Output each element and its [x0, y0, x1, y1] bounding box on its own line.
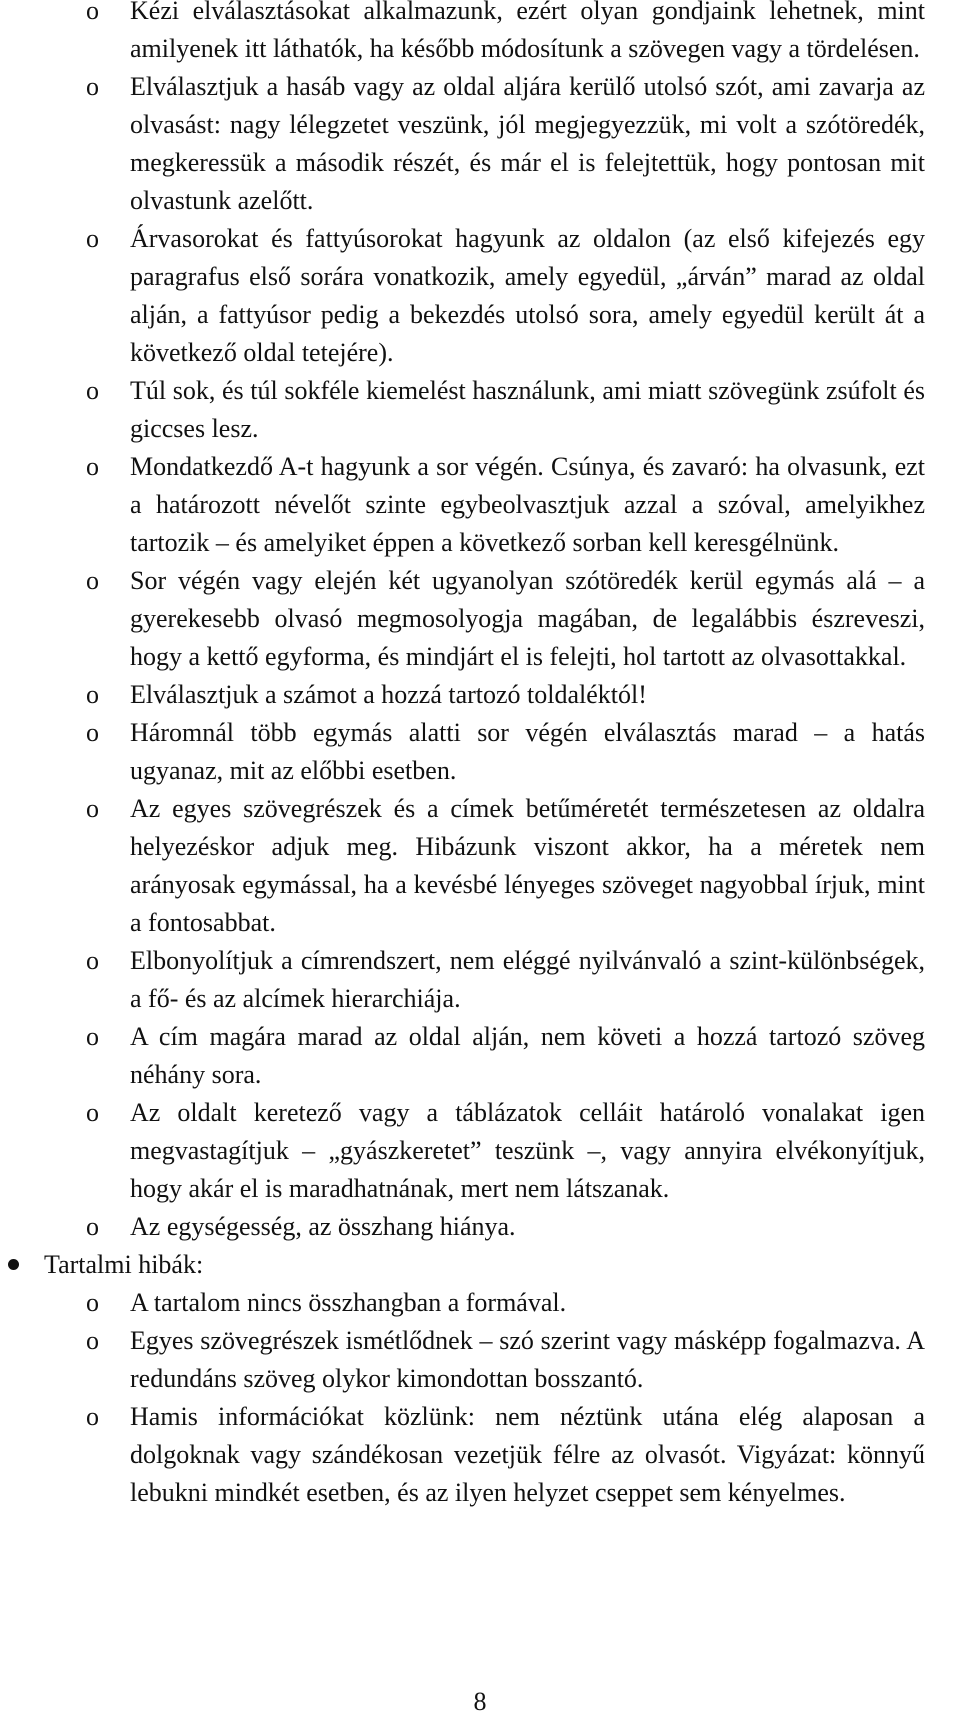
list-marker: o — [86, 1402, 99, 1431]
list-item-text: Hamis információkat közlünk: nem néztünk utána elég alaposan a dolgoknak vagy szándékosan vezetjük félre az olvasót. Vigyázat: könnyű lebukni mindkét esetben, és az ilyen helyzet cseppet sem kényelmes. — [130, 1402, 925, 1507]
page-number: 8 — [473, 1687, 487, 1716]
list-item-text: Túl sok, és túl sokféle kiemelést használunk, ami miatt szövegünk zsúfolt és giccses lesz. — [130, 376, 925, 443]
list-item-text: Az egyes szövegrészek és a címek betűméretét természetesen az oldalra helyezéskor adjuk meg. Hibázunk viszont akkor, ha a méretek nem arányosak egymással, ha a kevésbé lényeges szöveget nagyobbal írjuk, mint a fontosabbat. — [130, 794, 925, 937]
list-item-text: Egyes szövegrészek ismétlődnek – szó szerint vagy másképp fogalmazva. A redundáns szöveg olykor kimondottan bosszantó. — [130, 1326, 925, 1393]
list-marker: o — [86, 224, 99, 253]
list-item — [86, 562, 925, 676]
list-item-text: A cím magára marad az oldal alján, nem követi a hozzá tartozó szöveg néhány sora. — [130, 1022, 925, 1089]
list-item — [86, 1398, 925, 1512]
list-item-text: Kézi elválasztásokat alkalmazunk, ezért olyan gondjaink lehetnek, mint amilyenek itt láthatók, ha később módosítunk a szövegen vagy a tördelésen. — [130, 0, 925, 63]
list-item-text: Az oldalt keretező vagy a táblázatok celláit határoló vonalakat igen megvastagítjuk – „gyászkeretet” teszünk –, vagy annyira elvékonyítjuk, hogy akár el is maradhatnának, mert nem látszanak. — [130, 1098, 925, 1203]
list-item-text: Árvasorokat és fattyúsorokat hagyunk az oldalon (az első kifejezés egy paragrafus első sorára vonatkozik, amely egyedül, „árván” marad az oldal alján, a fattyúsor pedig a bekezdés utolsó sora, amely egyedül került át a következő oldal tetejére). — [130, 224, 925, 367]
list-item-text: Háromnál több egymás alatti sor végén elválasztás marad – a hatás ugyanaz, mit az előbbi esetben. — [130, 718, 925, 785]
list-item-text: Sor végén vagy elején két ugyanolyan szótöredék kerül egymás alá – a gyerekesebb olvasó megmosolyogja magában, de legalábbis észreveszi, hogy a kettő egyforma, és mindjárt el is felejti, hol tartott az olvasottakkal. — [130, 566, 925, 671]
list-marker: o — [86, 72, 99, 101]
list-marker: o — [86, 1288, 99, 1317]
section-heading-text: Tartalmi hibák: — [44, 1250, 204, 1279]
list-marker: o — [86, 718, 99, 747]
list-marker: o — [86, 1022, 99, 1051]
list-marker: o — [86, 1326, 99, 1355]
list-marker: o — [86, 1212, 99, 1241]
list-marker: o — [86, 680, 99, 709]
list-item-text: Elválasztjuk a számot a hozzá tartozó toldaléktól! — [130, 680, 647, 709]
list-item — [86, 0, 925, 68]
list-item-text: Az egységesség, az összhang hiánya. — [130, 1212, 516, 1241]
list-item-text: Elbonyolítjuk a címrendszert, nem eléggé nyilvánvaló a szint-különbségek, a fő- és az alcímek hierarchiája. — [130, 946, 925, 1013]
bullet-icon — [8, 1259, 19, 1270]
list-item — [86, 448, 925, 562]
list-marker: o — [86, 376, 99, 405]
list-marker: o — [86, 1098, 99, 1127]
list-item — [86, 942, 925, 1018]
section-heading — [44, 1246, 960, 1284]
list-marker: o — [86, 794, 99, 823]
list-item-text: A tartalom nincs összhangban a formával. — [130, 1288, 567, 1317]
list-item — [86, 68, 925, 220]
list-marker: o — [86, 946, 99, 975]
list-item-text: Elválasztjuk a hasáb vagy az oldal aljára kerülő utolsó szót, ami zavarja az olvasást: nagy lélegzetet veszünk, jól megjegyezzük, mi volt a szótöredék, megkeressük a második részét, és már el is felejtettük, hogy pontosan mit olvastunk azelőtt. — [130, 72, 925, 215]
list-item — [86, 1284, 925, 1322]
list-marker: o — [86, 566, 99, 595]
list-marker: o — [86, 0, 99, 25]
list-item — [86, 1018, 925, 1094]
list-item — [86, 714, 925, 790]
list-item — [86, 1208, 925, 1246]
list-item — [86, 372, 925, 448]
list-item — [86, 790, 925, 942]
list-item — [86, 1322, 925, 1398]
list-item — [86, 676, 925, 714]
list-item — [86, 1094, 925, 1208]
list-item-text: Mondatkezdő A-t hagyunk a sor végén. Csúnya, és zavaró: ha olvasunk, ezt a határozott névelőt szinte egybeolvasztjuk azzal a szóval, amelyikhez tartozik – és amelyiket éppen a következő sorban kell keresgélnünk. — [130, 452, 925, 557]
list-marker: o — [86, 452, 99, 481]
list-item — [86, 220, 925, 372]
